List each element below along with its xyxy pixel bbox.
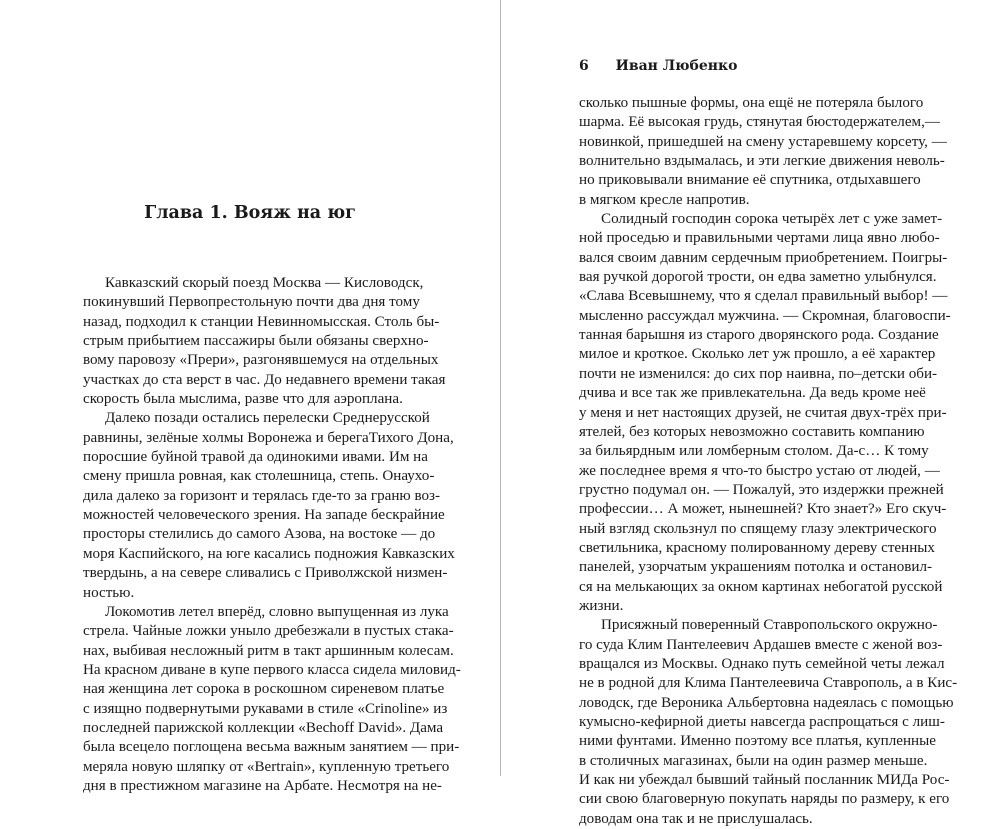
- text-line: шарма. Её высокая грудь, стянутая бюстодержателем,—: [579, 114, 940, 131]
- text-line: за бильярдным или ломберным столом. Да-с… К тому: [579, 443, 929, 460]
- text-line: Локомотив летел вперёд, словно выпущенная из лука: [105, 603, 449, 620]
- text-line: ними фунтами. Именно поэтому все платья, купленные: [579, 733, 936, 750]
- text-line: ятелей, без которых невозможно составить компанию: [579, 423, 925, 440]
- text-line: вращался из Москвы. Однако путь семейной четы лежал: [579, 655, 945, 672]
- text-line: дчива и все так же привлекательна. Да ведь кроме неё: [579, 385, 926, 402]
- text-line: стрым прибытием пассажиры были обязаны сверхно-: [83, 333, 429, 350]
- text-line: грустно подумал он. — Пожалуй, это издержки прежней: [579, 481, 944, 498]
- text-line: ностью.: [83, 584, 135, 601]
- text-line: в столичных магазинах, были на один размер меньше.: [579, 752, 928, 769]
- text-line: ся на мелькающих за окном картинах небогатой русской: [579, 578, 943, 595]
- text-line: мысленно рассуждал мужчина. — Скромная, благовоспи-: [579, 307, 951, 324]
- text-line: участках до ста верст в час. До недавнего времени такая: [83, 371, 446, 388]
- left-page: [0, 0, 500, 794]
- text-line: дня в престижном магазине на Арбате. Несмотря на не-: [83, 777, 442, 794]
- text-line: можностей человеческого зрения. На западе бескрайние: [83, 507, 445, 524]
- text-line: сии свою благоверную покупать наряды по размеру, к его: [579, 791, 950, 808]
- text-line: жизни.: [579, 597, 624, 614]
- text-line: моря Каспийского, на юге касались подножия Кавказских: [83, 545, 455, 562]
- text-line: Солидный господин сорока четырёх лет с уже замет-: [601, 211, 943, 228]
- left-text-column: [83, 274, 461, 796]
- text-line: ная женщина лет сорока в роскошном сиреневом платье: [83, 681, 445, 698]
- text-line: вому паровозу «Прери», разгонявшемуся на отдельных: [83, 352, 439, 369]
- text-line: панелей, узорчатым украшениям потолка и остановил-: [579, 559, 933, 576]
- text-line: ный взгляд скользнул по спящему глазу электрического: [579, 520, 937, 537]
- text-line: Кавказский скорый поезд Москва — Кисловодск,: [105, 275, 424, 291]
- text-line: милое и кроткое. Сколько лет уж прошло, а её характер: [579, 346, 936, 363]
- text-line: поросшие буйной травой да одинокими ивами. Им на: [83, 449, 428, 466]
- text-line: не в родной для Клима Пантелеевича Ставрополь, а в Кис-: [579, 675, 958, 692]
- text-line: смену пришла ровная, как столешница, степь. Онаухо-: [83, 468, 435, 485]
- right-text-column: [579, 94, 958, 829]
- text-line: доводам она так и не прислушалась.: [579, 810, 813, 827]
- text-line: волнительно вздымалась, и эти легкие движения неволь-: [579, 153, 945, 170]
- text-line: стрела. Чайные ложки уныло дребезжали в пустых стака-: [83, 623, 454, 640]
- text-line: назад, подходил к станции Невинномысская. Столь бы-: [83, 313, 440, 330]
- text-line: с изящно подвернутыми рукавами в стиле «Crinoline» из: [83, 700, 448, 717]
- text-line: «Слава Всевышнему, что я сделал правильный выбор! —: [579, 288, 948, 305]
- text-line: покинувший Первопрестольную почти два дня тому: [83, 294, 420, 311]
- text-line: была всецело поглощена весьма важным занятием — при-: [83, 739, 460, 756]
- page-number: 6: [579, 58, 589, 74]
- text-line: ловодск, где Вероника Альбертовна надеялась с помощью: [579, 694, 954, 711]
- author-name: Иван Любенко: [615, 58, 738, 74]
- text-line: последней парижской коллекции «Bechoff David». Дама: [83, 719, 444, 736]
- running-head: [579, 58, 737, 74]
- text-line: дила далеко за горизонт и терялась где-то за граню воз-: [83, 487, 441, 504]
- text-line: ной проседью и правильными чертами лица явно любо-: [579, 230, 940, 247]
- text-line: новинкой, пришедшей на смену устаревшему корсету, —: [579, 133, 947, 150]
- text-line: вая ручкой дорогой трости, он едва заметно улыбнулся.: [579, 269, 937, 286]
- text-line: профессии… А может, нынешней? Кто знает?» Его скуч-: [579, 501, 947, 518]
- text-line: И как ни убеждал бывший тайный посланник МИДа Рос-: [579, 772, 950, 789]
- text-line: На красном диване в купе первого класса сидела миловид-: [83, 661, 461, 678]
- text-line: нах, выбивая несложный ритм в такт аршинным колесам.: [83, 642, 454, 659]
- text-line: вался своим давним сердечным приобретением. Поигры-: [579, 249, 948, 266]
- text-line: у меня и нет настоящих друзей, не считая двух-трёх при-: [579, 404, 947, 421]
- text-line: сколько пышные формы, она ещё не потеряла былого: [579, 95, 924, 111]
- text-line: в мягком кресле напротив.: [579, 191, 750, 208]
- text-line: Далеко позади остались перелески Среднерусской: [105, 410, 430, 427]
- text-line: равнины, зелёные холмы Воронежа и берегаТихого Дона,: [83, 429, 454, 446]
- text-line: твердынь, а на севере сливались с Приволжской низмен-: [83, 565, 448, 582]
- text-line: но приковывали внимание её спутника, отдыхавшего: [579, 172, 921, 189]
- text-line: просторы стелились до самого Азова, на востоке — до: [83, 526, 436, 543]
- text-line: же последнее время я что-то быстро устаю от людей, —: [579, 462, 940, 479]
- text-line: почти не изменился: до сих пор наивна, по–детски оби-: [579, 365, 938, 382]
- text-line: танная барышня из старого дворянского рода. Создание: [579, 327, 939, 344]
- text-line: го суда Клим Пантелеевич Ардашев вместе с женой воз-: [579, 636, 943, 653]
- text-line: Присяжный поверенный Ставропольского окружно-: [601, 617, 938, 634]
- text-line: кумысно-кефирной диеты навсегда распрощаться с лиш-: [579, 714, 945, 730]
- text-line: скорость была мыслима, разве что для аэроплана.: [83, 391, 403, 408]
- right-page: [501, 0, 1000, 827]
- text-line: светильника, красному полированному дереву стенных: [579, 539, 935, 556]
- text-line: меряла новую шляпку от «Bertrain», купленную третьего: [83, 758, 450, 775]
- chapter-title: Глава 1. Вояж на юг: [144, 203, 356, 223]
